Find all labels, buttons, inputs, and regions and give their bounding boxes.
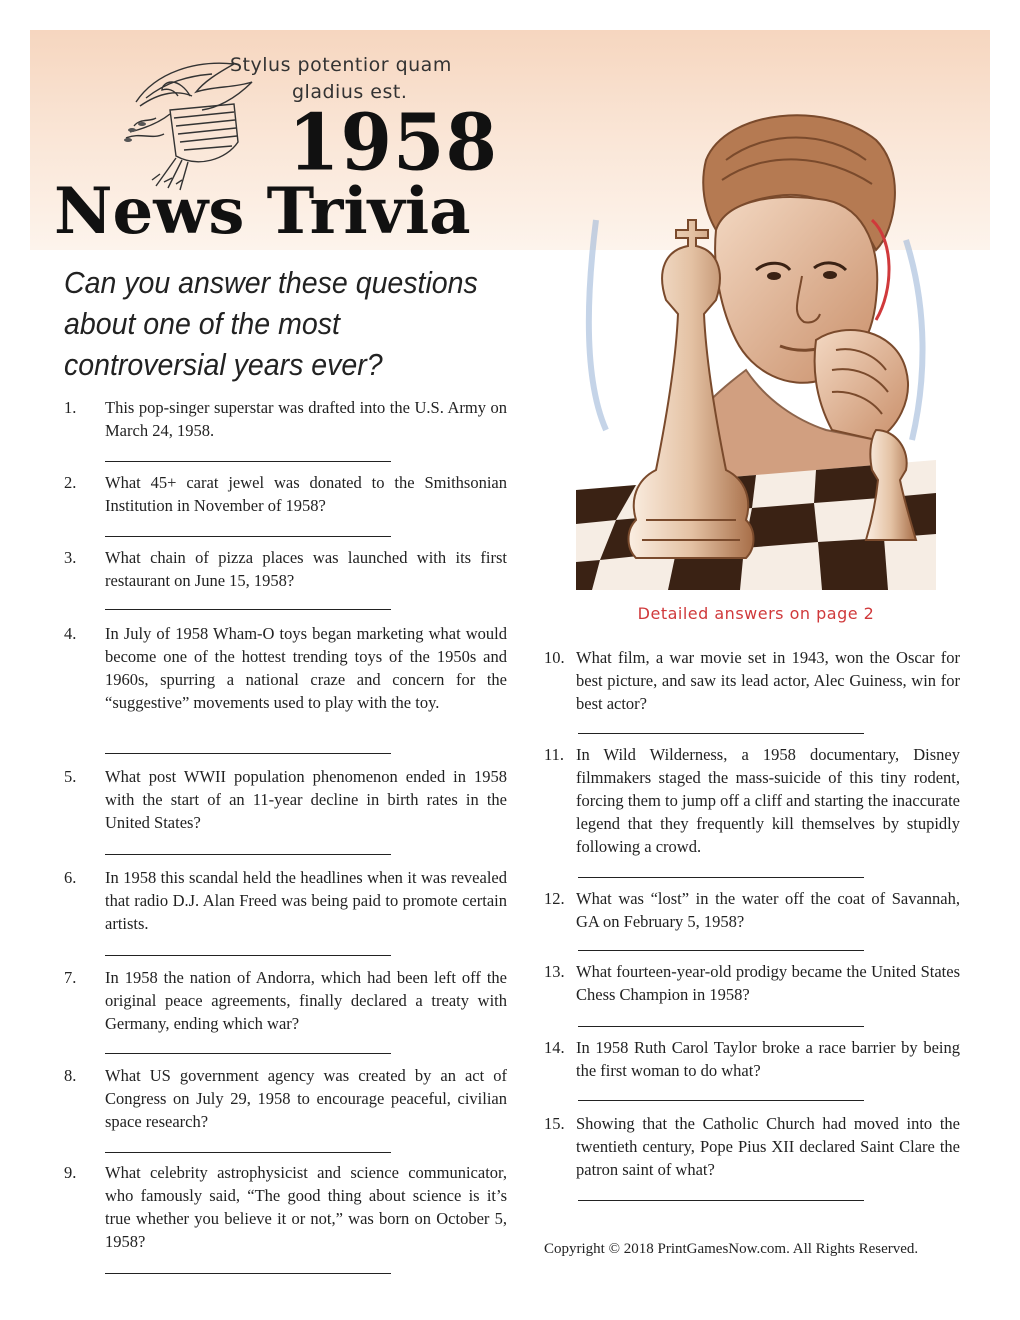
subtitle: Can you answer these questions about one of the most controversial years ever? — [64, 265, 478, 382]
question-number: 6. — [64, 868, 77, 887]
page-title: News Trivia — [54, 174, 471, 249]
answer-line[interactable] — [578, 950, 864, 951]
question-text: What US government agency was created by an act of Congress on July 29, 1958 to encourage peaceful, civilian space research? — [105, 1066, 507, 1131]
question-number: 1. — [64, 398, 77, 417]
motto-line-1: Stylus potentior quam — [230, 54, 452, 76]
question-text: This pop-singer superstar was drafted into the U.S. Army on March 24, 1958. — [105, 398, 507, 440]
answer-line[interactable] — [578, 877, 864, 878]
question-text: In 1958 Ruth Carol Taylor broke a race barrier by being the first woman to do what? — [576, 1038, 960, 1080]
answers-note: Detailed answers on page 2 — [637, 604, 875, 623]
answer-line[interactable] — [105, 1053, 391, 1054]
question-text: What celebrity astrophysicist and science communicator, who famously said, “The good thing about science is it’s true whether you believe it or not,” was born on October 5, 1958? — [105, 1163, 507, 1251]
copyright-notice: Copyright © 2018 PrintGamesNow.com. All Rights Reserved. — [544, 1241, 919, 1257]
question-number: 2. — [64, 473, 77, 492]
question-text: What chain of pizza places was launched with its first restaurant on June 15, 1958? — [105, 548, 507, 590]
question-number: 8. — [64, 1066, 77, 1085]
answer-line[interactable] — [578, 733, 864, 734]
answer-line[interactable] — [105, 609, 391, 610]
answer-line[interactable] — [105, 1273, 391, 1274]
question-number: 11. — [544, 745, 565, 764]
question-text: What post WWII population phenomenon ended in 1958 with the start of an 11-year decline in birth rates in the United States? — [105, 767, 507, 832]
question-number: 3. — [64, 548, 77, 567]
question-number: 14. — [544, 1038, 565, 1057]
chess-player-illustration — [576, 100, 936, 590]
question-text: What fourteen-year-old prodigy became the United States Chess Champion in 1958? — [576, 962, 960, 1004]
question-text: In 1958 this scandal held the headlines when it was revealed that radio D.J. Alan Freed was being paid to promote certain artists. — [105, 868, 507, 933]
answer-line[interactable] — [578, 1200, 864, 1201]
motto-line-2: gladius est. — [292, 81, 408, 103]
question-number: 7. — [64, 968, 77, 987]
answer-line[interactable] — [105, 536, 391, 537]
question-number: 12. — [544, 889, 565, 908]
question-text: Showing that the Catholic Church had moved into the twentieth century, Pope Pius XII declared Saint Clare the patron saint of what? — [576, 1114, 960, 1179]
question-text: What film, a war movie set in 1943, won the Oscar for best picture, and saw its lead actor, Alec Guiness, win for best actor? — [576, 648, 960, 713]
question-number: 4. — [64, 624, 77, 643]
answer-line[interactable] — [578, 1100, 864, 1101]
question-number: 13. — [544, 962, 565, 981]
answer-line[interactable] — [105, 854, 391, 855]
answer-line[interactable] — [578, 1026, 864, 1027]
answer-line[interactable] — [105, 955, 391, 956]
question-text: In July of 1958 Wham-O toys began marketing what would become one of the hottest trending toys of the 1950s and 1960s, spurring a national craze and concern for the “suggestive” movements used to play with the toy. — [105, 624, 507, 712]
year-heading: 1958 — [288, 97, 498, 189]
question-text: What was “lost” in the water off the coat of Savannah, GA on February 5, 1958? — [576, 889, 960, 931]
question-text: In 1958 the nation of Andorra, which had been left off the original peace agreements, finally declared a treaty with Germany, ending which war? — [105, 968, 507, 1033]
answer-line[interactable] — [105, 461, 391, 462]
question-number: 5. — [64, 767, 77, 786]
question-number: 15. — [544, 1114, 565, 1133]
question-text: In Wild Wilderness, a 1958 documentary, Disney filmmakers staged the mass-suicide of this tiny rodent, forcing them to jump off a cliff and starting the inaccurate legend that they frequently kill themselves by stupidly following a crowd. — [576, 745, 960, 856]
answer-line[interactable] — [105, 753, 391, 754]
question-number: 10. — [544, 648, 565, 667]
question-number: 9. — [64, 1163, 77, 1182]
answer-line[interactable] — [105, 1152, 391, 1153]
question-text: What 45+ carat jewel was donated to the Smithsonian Institution in November of 1958? — [105, 473, 507, 515]
